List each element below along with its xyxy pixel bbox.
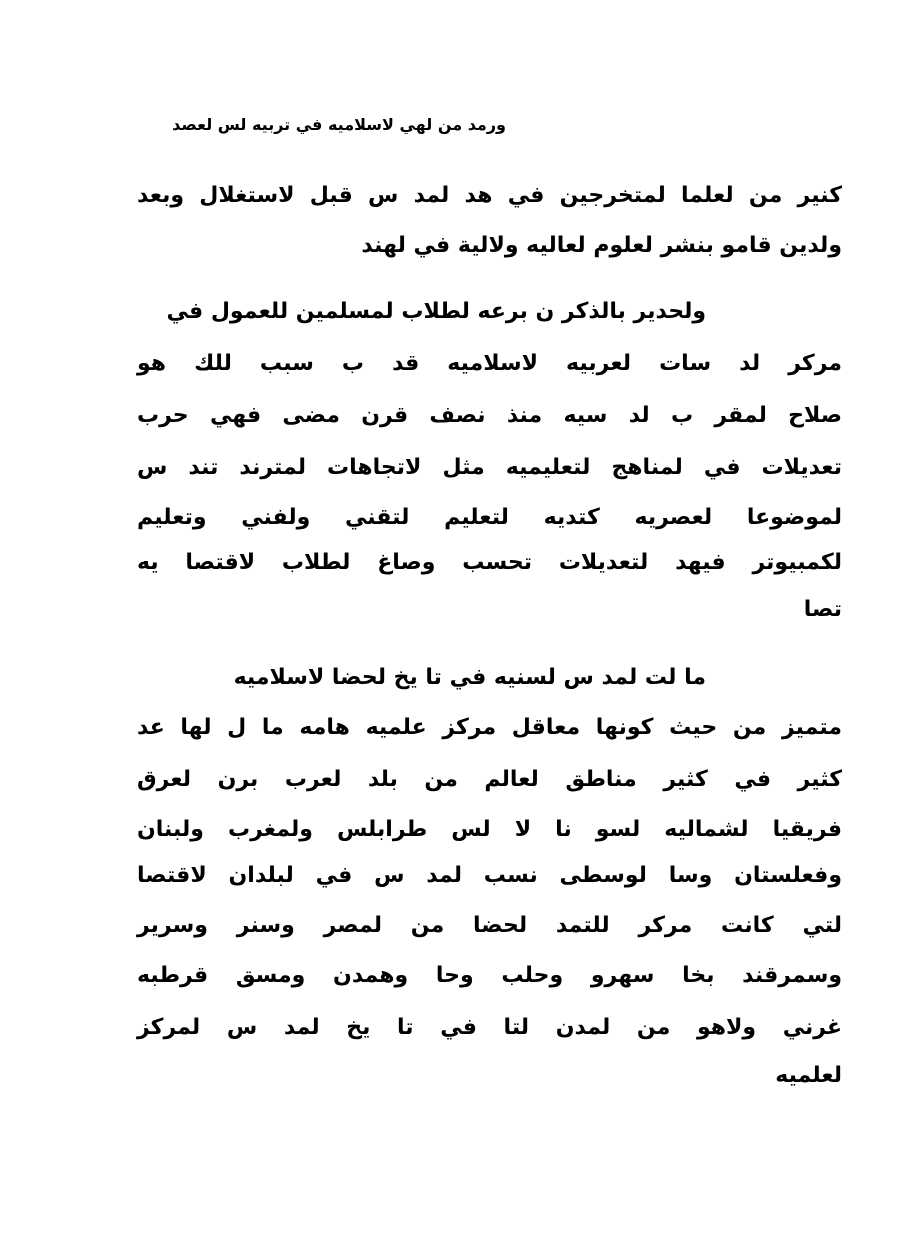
paragraph-2-line-1: ولحدير بالذكر ن برعه لطلاب لمسلمين للعمول في [166,299,706,324]
paragraph-3-line-5: وفعلستان وسا لوسطى نسب لمد س في لبلدان لاقتصا [137,863,842,888]
paragraph-2-line-3: صلاح لمقر ب لد سيه منذ نصف قرن مضى فهي حرب [137,403,842,428]
paragraph-2-line-2: مركر لد سات لعربيه لاسلاميه قد ب سبب للك هو [137,351,842,376]
paragraph-3-line-4: فريقيا لشماليه لسو نا لا لس طرابلس ولمغرب ولبنان [137,817,842,842]
document-heading: ورمد من لهي لاسلاميه في تربيه لس لعصد [172,115,506,134]
paragraph-3-line-1: ما لت لمد س لسنيه في تا يخ لحضا لاسلاميه [233,665,706,690]
paragraph-2-line-4: تعديلات في لمناهج لتعليميه مثل لاتجاهات لمترند تند س [137,455,842,480]
paragraph-3-line-9: لعلميه [775,1063,842,1088]
paragraph-3-line-3: كثير في كثير مناطق لعالم من بلد لعرب برن لعرق [137,767,842,792]
paragraph-3-line-7: وسمرقند بخا سهرو وحلب وحا وهمدن ومسق قرطبه [137,963,842,988]
paragraph-2-line-7: تصا [803,597,842,622]
paragraph-1-line-2: ولدين قامو بنشر لعلوم لعاليه ولالية في لهند [361,233,842,258]
paragraph-3-line-6: لتي كانت مركر للتمد لحضا من لمصر وسنر وسرير [137,913,842,938]
paragraph-3-line-2: متميز من حيث كونها معاقل مركز علميه هامه ما ل لها عد [137,715,842,740]
paragraph-2-line-5: لموضوعا لعصريه كتديه لتعليم لتقني ولفني وتعليم [137,505,842,530]
paragraph-2-line-6: لكمبيوتر فيهد لتعديلات تحسب وصاغ لطلاب لاقتصا يه [137,550,842,575]
paragraph-3-line-8: غرني ولاهو من لمدن لتا في تا يخ لمد س لمركز [137,1015,842,1040]
paragraph-1-line-1: كنير من لعلما لمتخرجين في هد لمد س قبل لاستغلال وبعد [137,183,842,208]
